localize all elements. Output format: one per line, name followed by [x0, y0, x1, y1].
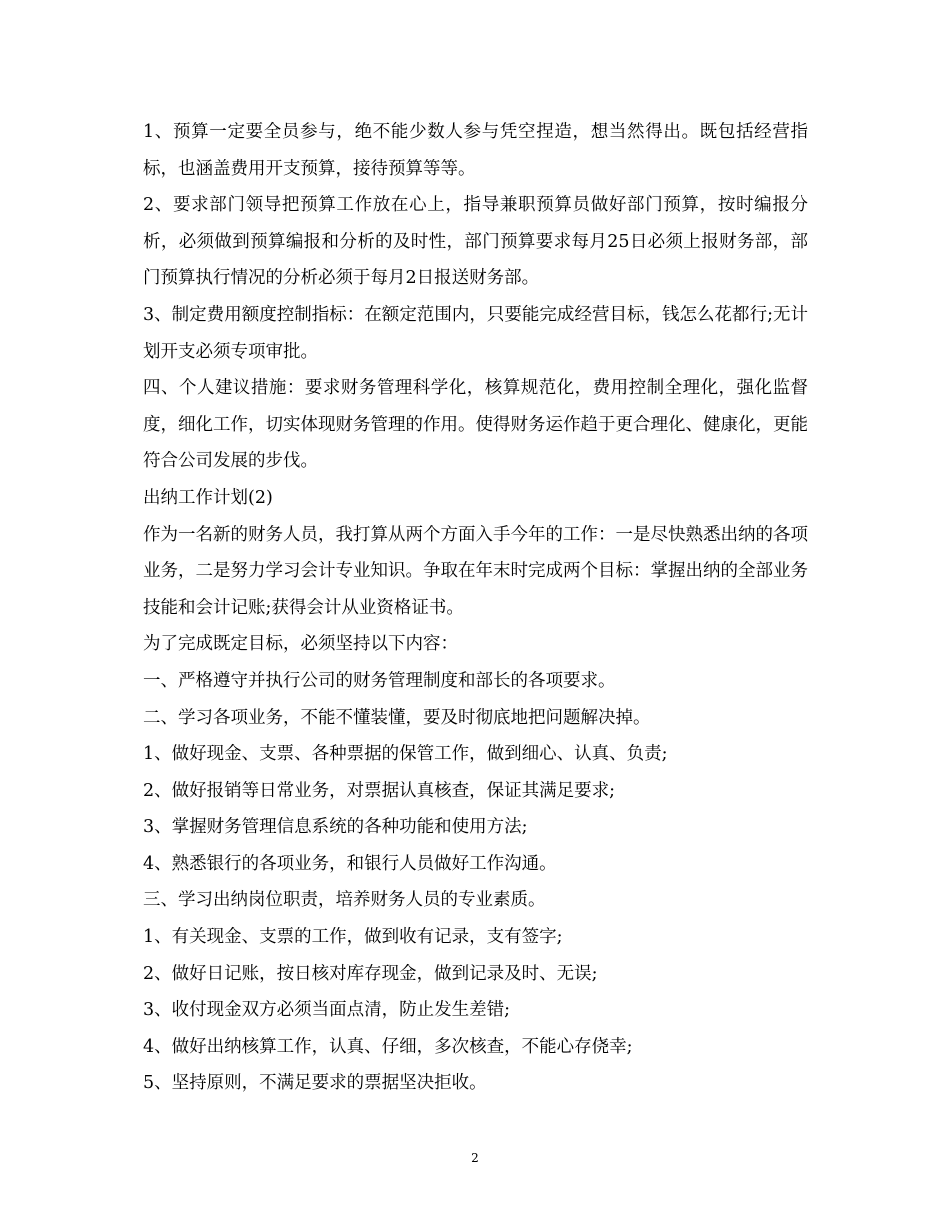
paragraph-intro: 作为一名新的财务人员，我打算从两个方面入手今年的工作：一是尽快熟悉出纳的各项业务，二是努力学习会计专业知识。争取在年末时完成两个目标：掌握出纳的全部业务技能和会计记账;获得会计从业资格证书。	[143, 524, 808, 618]
page-number: 2	[471, 1151, 479, 1165]
paragraph-budget-participation: 1、预算一定要全员参与，绝不能少数人参与凭空捏造，想当然得出。既包括经营指标，也涵盖费用开支预算，接待预算等等。	[143, 122, 808, 179]
list-item: 2、做好报销等日常业务，对票据认真核查，保证其满足要求;	[143, 780, 616, 801]
list-item: 1、做好现金、支票、各种票据的保管工作，做到细心、认真、负责;	[143, 744, 668, 765]
list-item: 二、学习各项业务，不能不懂装懂，要及时彻底地把问题解决掉。	[143, 707, 651, 728]
section-heading: 出纳工作计划(2)	[143, 487, 273, 508]
list-item: 3、收付现金双方必须当面点清，防止发生差错;	[143, 1000, 511, 1021]
list-item: 三、学习出纳岗位职责，培养财务人员的专业素质。	[143, 890, 546, 911]
list-item: 4、熟悉银行的各项业务，和银行人员做好工作沟通。	[143, 853, 557, 874]
list-item: 一、严格遵守并执行公司的财务管理制度和部长的各项要求。	[143, 670, 616, 691]
list-item: 2、做好日记账，按日核对库存现金，做到记录及时、无误;	[143, 963, 598, 984]
paragraph-goal-statement: 为了完成既定目标，必须坚持以下内容：	[143, 634, 458, 655]
body-text	[143, 114, 808, 1102]
list-item: 5、坚持原则，不满足要求的票据坚决拒收。	[143, 1073, 487, 1094]
paragraph-department-budget: 2、要求部门领导把预算工作放在心上，指导兼职预算员做好部门预算，按时编报分析，必须做到预算编报和分析的及时性，部门预算要求每月25日必须上报财务部，部门预算执行情况的分析必须于每月2日报送财务部。	[143, 195, 808, 289]
list-item: 4、做好出纳核算工作，认真、仔细，多次核查，不能心存侥幸;	[143, 1036, 633, 1057]
paragraph-expense-control: 3、制定费用额度控制指标：在额定范围内，只要能完成经营目标，钱怎么花都行;无计划开支必须专项审批。	[143, 304, 808, 362]
paragraph-personal-suggestions: 四、个人建议措施：要求财务管理科学化，核算规范化，费用控制全理化，强化监督度，细化工作，切实体现财务管理的作用。使得财务运作趋于更合理化、健康化，更能符合公司发展的步伐。	[143, 378, 808, 472]
list-item: 3、掌握财务管理信息系统的各种功能和使用方法;	[143, 817, 528, 838]
list-item: 1、有关现金、支票的工作，做到收有记录，支有签字;	[143, 927, 563, 948]
